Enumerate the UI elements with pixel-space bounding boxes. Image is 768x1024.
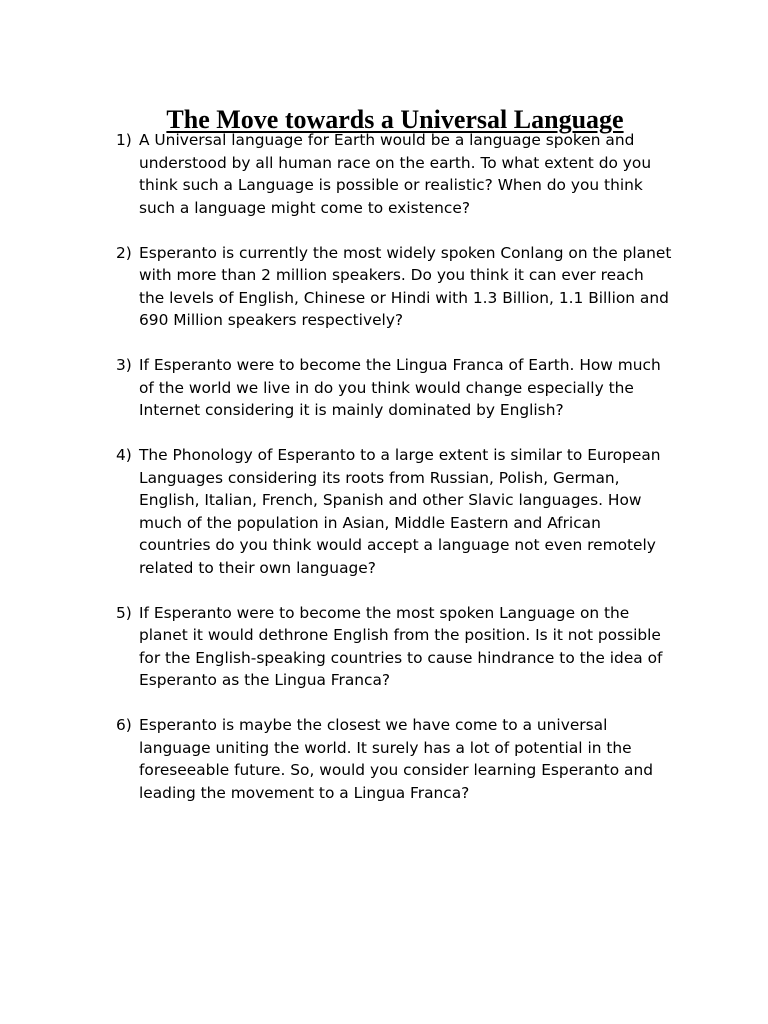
question-item — [0, 714, 673, 804]
question-text: If Esperanto were to become the most spoken Language on the planet it would dethrone English from the position. Is it not possible for the English-speaking countries to cause hindrance to the idea of Esperanto as the Lingua Franca? — [139, 603, 663, 689]
question-text: The Phonology of Esperanto to a large extent is similar to European Languages considering its roots from Russian, Polish, German, English, Italian, French, Spanish and other Slavic languages. How much of the population in Asian, Middle Eastern and African countries do you think would accept a language not even remotely related to their own language? — [139, 446, 661, 577]
question-text: Esperanto is maybe the closest we have come to a universal language uniting the world. It surely has a lot of potential in the foreseeable future. So, would you consider learning Esperanto and leading the movement to a Lingua Franca? — [139, 716, 653, 802]
question-item — [0, 444, 673, 579]
question-list — [0, 129, 768, 827]
question-number: 2) — [116, 243, 132, 262]
question-text: Esperanto is currently the most widely spoken Conlang on the planet with more than 2 million speakers. Do you think it can ever reach the levels of English, Chinese or Hindi with 1.3 Billion, 1.1 Billion and 690 Million speakers respectively? — [139, 243, 672, 329]
question-item — [0, 129, 673, 219]
question-number: 3) — [116, 356, 132, 374]
question-item — [0, 354, 673, 422]
question-number: 4) — [116, 446, 132, 464]
document-title: The Move towards a Universal Language — [166, 105, 624, 135]
question-text: A Universal language for Earth would be a language spoken and understood by all human race on the earth. To what extent do you think such a Language is possible or realistic? When do you think such a language might come to existence? — [139, 131, 652, 217]
question-item — [0, 602, 673, 692]
question-number: 1) — [116, 131, 132, 149]
question-number: 6) — [116, 716, 132, 734]
question-item — [0, 242, 673, 332]
question-number: 5) — [116, 603, 132, 622]
question-text: If Esperanto were to become the Lingua Franca of Earth. How much of the world we live in do you think would change especially the Internet considering it is mainly dominated by English? — [139, 356, 661, 419]
